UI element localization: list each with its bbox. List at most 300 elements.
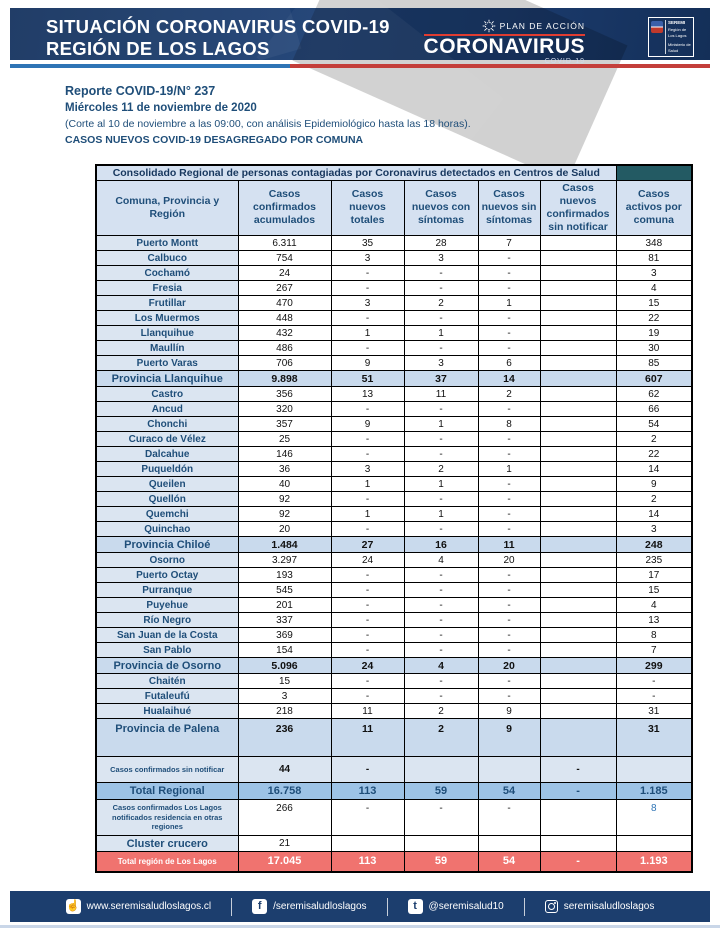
cell: 193 — [238, 568, 331, 583]
cell: 36 — [238, 462, 331, 477]
cell: 24 — [331, 553, 404, 568]
cell — [540, 417, 616, 432]
row-label: Purranque — [96, 583, 238, 598]
column-header-nuevos-totales: Casos nuevos totales — [331, 180, 404, 236]
table-row — [96, 477, 692, 492]
cell: 11 — [331, 704, 404, 719]
row-label: Ancud — [96, 402, 238, 417]
cell: 337 — [238, 613, 331, 628]
row-label: Dalcahue — [96, 447, 238, 462]
cell — [540, 462, 616, 477]
cell: 348 — [616, 236, 692, 251]
cell: 85 — [616, 356, 692, 371]
cell: 3 — [331, 462, 404, 477]
cell: - — [478, 598, 540, 613]
cell: 9 — [478, 719, 540, 757]
cell: 13 — [616, 613, 692, 628]
cell: - — [478, 613, 540, 628]
cell: 30 — [616, 341, 692, 356]
cell: 9 — [331, 356, 404, 371]
row-label: Queilen — [96, 477, 238, 492]
cell: 356 — [238, 387, 331, 402]
cell: 448 — [238, 311, 331, 326]
cell — [478, 757, 540, 783]
cell: - — [331, 689, 404, 704]
footer-instagram-label: seremisaludloslagos — [563, 901, 655, 912]
cell: - — [331, 613, 404, 628]
cell: - — [404, 613, 478, 628]
cell: 1.484 — [238, 537, 331, 553]
cell: 54 — [478, 783, 540, 800]
cell: 4 — [404, 553, 478, 568]
row-label: Provincia de Palena — [96, 719, 238, 757]
footer-link-website[interactable] — [46, 898, 232, 916]
cell: 7 — [616, 643, 692, 658]
seal-line3: Ministerio de Salud — [668, 42, 691, 53]
cell: 3 — [238, 689, 331, 704]
cell: 267 — [238, 281, 331, 296]
table-row — [96, 266, 692, 281]
cell: - — [404, 266, 478, 281]
table-row — [96, 800, 692, 836]
report-subtitle: CASOS NUEVOS COVID-19 DESAGREGADO POR COMUNA — [65, 134, 364, 146]
cell: 2 — [404, 296, 478, 311]
column-header-confirmados: Casos confirmados acumulados — [238, 180, 331, 236]
row-label: San Pablo — [96, 643, 238, 658]
cell: 4 — [616, 598, 692, 613]
footer-twitter-label: @seremisalud10 — [428, 901, 504, 912]
cell: - — [331, 643, 404, 658]
row-label: Río Negro — [96, 613, 238, 628]
cell: 15 — [616, 296, 692, 311]
cell: 2 — [404, 704, 478, 719]
row-label: Provincia Llanquihue — [96, 371, 238, 387]
cell: 44 — [238, 757, 331, 783]
cell: - — [404, 492, 478, 507]
cell — [540, 643, 616, 658]
row-label: Casos confirmados Los Lagos notificados residencia en otras regiones — [96, 800, 238, 836]
cell: 2 — [404, 462, 478, 477]
row-label: Maullín — [96, 341, 238, 356]
table-row — [96, 492, 692, 507]
cell: 1 — [478, 296, 540, 311]
cell: - — [331, 432, 404, 447]
cell: - — [478, 568, 540, 583]
cell: 11 — [404, 387, 478, 402]
row-label: Fresia — [96, 281, 238, 296]
row-label: Puyehue — [96, 598, 238, 613]
cell: 59 — [404, 852, 478, 872]
cell — [540, 537, 616, 553]
table-row — [96, 689, 692, 704]
table-row — [96, 341, 692, 356]
column-header-sin-notificar: Casos nuevos confirmados sin notificar — [540, 180, 616, 236]
table-corner-cell — [616, 165, 692, 180]
cell: 146 — [238, 447, 331, 462]
cell — [540, 658, 616, 674]
cell: - — [478, 583, 540, 598]
cell — [540, 251, 616, 266]
cell: 31 — [616, 719, 692, 757]
cell: 16.758 — [238, 783, 331, 800]
cell: - — [478, 341, 540, 356]
cell: 14 — [616, 507, 692, 522]
cell: - — [404, 689, 478, 704]
cell: 1.185 — [616, 783, 692, 800]
cell — [616, 757, 692, 783]
table-row — [96, 613, 692, 628]
cell — [540, 447, 616, 462]
cell: - — [331, 492, 404, 507]
cell: 154 — [238, 643, 331, 658]
cell: - — [478, 674, 540, 689]
cell: - — [478, 266, 540, 281]
cell: 21 — [238, 836, 331, 852]
cell: 266 — [238, 800, 331, 836]
cell — [540, 583, 616, 598]
cell — [540, 432, 616, 447]
banner-title-line2: REGIÓN DE LOS LAGOS — [46, 38, 270, 59]
virus-icon — [482, 19, 496, 33]
cell — [616, 836, 692, 852]
cell: 9 — [616, 477, 692, 492]
cell: 27 — [331, 537, 404, 553]
banner-title — [46, 16, 390, 60]
cell: 2 — [478, 387, 540, 402]
cell — [540, 387, 616, 402]
cell — [540, 341, 616, 356]
cell: - — [478, 311, 540, 326]
row-label: Osorno — [96, 553, 238, 568]
cell: 92 — [238, 507, 331, 522]
cell: - — [478, 689, 540, 704]
column-header-sin-sintomas: Casos nuevos sin síntomas — [478, 180, 540, 236]
column-header-activos: Casos activos por comuna — [616, 180, 692, 236]
cell: 8 — [478, 417, 540, 432]
cell: 5.096 — [238, 658, 331, 674]
cell: - — [540, 783, 616, 800]
cell: 3.297 — [238, 553, 331, 568]
cell: - — [616, 689, 692, 704]
cell: - — [478, 477, 540, 492]
cell: - — [331, 311, 404, 326]
cell: - — [478, 251, 540, 266]
cell: 218 — [238, 704, 331, 719]
cell — [540, 492, 616, 507]
table-row — [96, 417, 692, 432]
row-label: Llanquihue — [96, 326, 238, 341]
table-row — [96, 326, 692, 341]
table-row — [96, 836, 692, 852]
row-label: Hualaihué — [96, 704, 238, 719]
cell — [540, 800, 616, 836]
row-label: Puerto Varas — [96, 356, 238, 371]
cell: - — [404, 402, 478, 417]
cell — [540, 689, 616, 704]
cell: - — [331, 598, 404, 613]
cell: 320 — [238, 402, 331, 417]
cell: 201 — [238, 598, 331, 613]
cell: - — [478, 281, 540, 296]
cell: 432 — [238, 326, 331, 341]
cell: 25 — [238, 432, 331, 447]
cell: - — [331, 800, 404, 836]
cell: 369 — [238, 628, 331, 643]
cell: 113 — [331, 783, 404, 800]
cell: 35 — [331, 236, 404, 251]
table-row — [96, 387, 692, 402]
instagram-icon — [545, 900, 558, 913]
cell — [540, 836, 616, 852]
cell: - — [404, 628, 478, 643]
cell: 1 — [404, 507, 478, 522]
cell: 706 — [238, 356, 331, 371]
cell: - — [404, 447, 478, 462]
banner-title-line1: SITUACIÓN CORONAVIRUS COVID-19 — [46, 16, 390, 37]
row-label: Curaco de Vélez — [96, 432, 238, 447]
cell: 20 — [478, 658, 540, 674]
cell: 2 — [404, 719, 478, 757]
cell: - — [404, 643, 478, 658]
row-label: Puerto Octay — [96, 568, 238, 583]
cell: 4 — [404, 658, 478, 674]
seal-line2: Región de Los Lagos — [668, 26, 687, 38]
cell — [540, 628, 616, 643]
table-row — [96, 757, 692, 783]
cell: - — [404, 800, 478, 836]
row-label: Total Regional — [96, 783, 238, 800]
cell: 14 — [478, 371, 540, 387]
header-banner — [10, 8, 710, 66]
table-row — [96, 371, 692, 387]
cell: 24 — [238, 266, 331, 281]
cell — [540, 266, 616, 281]
cell: - — [478, 522, 540, 537]
table-row — [96, 598, 692, 613]
cell: - — [404, 568, 478, 583]
cell: 7 — [478, 236, 540, 251]
cell: 13 — [331, 387, 404, 402]
cell: 1 — [404, 417, 478, 432]
cell — [540, 704, 616, 719]
cell: - — [331, 757, 404, 783]
cell: 470 — [238, 296, 331, 311]
cell: - — [404, 281, 478, 296]
footer-bar — [10, 891, 710, 922]
cell: 545 — [238, 583, 331, 598]
row-label: Chaitén — [96, 674, 238, 689]
cell: 1 — [478, 462, 540, 477]
cell: - — [404, 311, 478, 326]
cell: 4 — [616, 281, 692, 296]
row-label: Chonchi — [96, 417, 238, 432]
cell: 2 — [616, 492, 692, 507]
cell: - — [331, 628, 404, 643]
footer-facebook-label: /seremisaludloslagos — [273, 901, 367, 912]
cell: 14 — [616, 462, 692, 477]
cell: 1 — [331, 507, 404, 522]
cell: 113 — [331, 852, 404, 872]
table-row — [96, 356, 692, 371]
cell: 15 — [238, 674, 331, 689]
table-body — [96, 236, 692, 872]
cell: 59 — [404, 783, 478, 800]
report-heading-block — [65, 84, 471, 146]
cell — [540, 311, 616, 326]
cell — [540, 568, 616, 583]
cell: 9.898 — [238, 371, 331, 387]
cell: 1 — [331, 477, 404, 492]
cell: - — [616, 674, 692, 689]
cell: - — [331, 281, 404, 296]
cell: 235 — [616, 553, 692, 568]
cell — [404, 757, 478, 783]
two-tone-divider — [10, 64, 710, 68]
table-row — [96, 311, 692, 326]
cell: 15 — [616, 583, 692, 598]
table-row — [96, 704, 692, 719]
cell: - — [478, 447, 540, 462]
table-row — [96, 643, 692, 658]
cell — [404, 836, 478, 852]
seal-line1: SEREMI — [668, 20, 686, 25]
cell: - — [331, 674, 404, 689]
column-header-comuna: Comuna, Provincia y Región — [96, 180, 238, 236]
cell: 9 — [478, 704, 540, 719]
cell: 17.045 — [238, 852, 331, 872]
cell: - — [478, 628, 540, 643]
cell: - — [404, 341, 478, 356]
cell: - — [404, 522, 478, 537]
cell — [540, 522, 616, 537]
table-row — [96, 432, 692, 447]
row-label: Frutillar — [96, 296, 238, 311]
plan-de-accion-label: PLAN DE ACCIÓN — [499, 21, 585, 31]
cell — [540, 236, 616, 251]
cell: - — [478, 402, 540, 417]
report-date: Miércoles 11 de noviembre de 2020 — [65, 102, 257, 114]
cell: - — [331, 568, 404, 583]
table-row — [96, 783, 692, 800]
cell: 19 — [616, 326, 692, 341]
coronavirus-plan-logo — [424, 19, 585, 65]
cell — [540, 553, 616, 568]
row-label: Quellón — [96, 492, 238, 507]
cell: 236 — [238, 719, 331, 757]
cell: 9 — [331, 417, 404, 432]
cell: 51 — [331, 371, 404, 387]
cell: - — [478, 800, 540, 836]
table-header-row — [96, 180, 692, 236]
cell: 248 — [616, 537, 692, 553]
facebook-icon: f — [252, 899, 267, 914]
row-label: Quemchi — [96, 507, 238, 522]
table-row — [96, 462, 692, 477]
cell: - — [331, 266, 404, 281]
cell: 1 — [404, 326, 478, 341]
cell: 2 — [616, 432, 692, 447]
covid-table — [95, 164, 693, 873]
cell: - — [331, 402, 404, 417]
footer-link-twitter[interactable] — [387, 898, 524, 916]
cell: 81 — [616, 251, 692, 266]
row-label: Puerto Montt — [96, 236, 238, 251]
row-label: Provincia de Osorno — [96, 658, 238, 674]
footer-website-label: www.seremisaludloslagos.cl — [86, 901, 212, 912]
table-row — [96, 251, 692, 266]
cell: 16 — [404, 537, 478, 553]
table-caption: Consolidado Regional de personas contagiadas por Coronavirus detectados en Centros de Salud — [96, 165, 616, 180]
cell: 40 — [238, 477, 331, 492]
cell — [478, 836, 540, 852]
cell — [540, 674, 616, 689]
cell: - — [331, 341, 404, 356]
table-caption-row — [96, 165, 692, 180]
cell: 22 — [616, 311, 692, 326]
cell — [540, 507, 616, 522]
table-row — [96, 658, 692, 674]
cell: 3 — [331, 296, 404, 311]
table-row — [96, 583, 692, 598]
table-row — [96, 281, 692, 296]
cell: - — [478, 643, 540, 658]
cell: 3 — [404, 356, 478, 371]
cell: - — [540, 757, 616, 783]
report-cutoff-note: (Corte al 10 de noviembre a las 09:00, con análisis Epidemiológico hasta las 18 horas). — [65, 118, 471, 130]
cell: - — [540, 852, 616, 872]
cell: 3 — [616, 266, 692, 281]
row-label: Quinchao — [96, 522, 238, 537]
cell: 1 — [404, 477, 478, 492]
cell: 54 — [616, 417, 692, 432]
cell: 3 — [331, 251, 404, 266]
chile-crest-icon — [651, 21, 663, 33]
cell: 299 — [616, 658, 692, 674]
table-row — [96, 296, 692, 311]
row-label: Total región de Los Lagos — [96, 852, 238, 872]
cell — [540, 371, 616, 387]
cell: - — [404, 598, 478, 613]
cell: 357 — [238, 417, 331, 432]
cell: 54 — [478, 852, 540, 872]
cell: 1 — [331, 326, 404, 341]
footer-link-instagram[interactable] — [524, 898, 675, 916]
table-row — [96, 537, 692, 553]
twitter-icon: t — [408, 899, 423, 914]
government-seal — [648, 17, 694, 57]
covid19-sublabel: COVID-19 — [544, 58, 585, 66]
cell: 3 — [616, 522, 692, 537]
coronavirus-wordmark: CORONAVIRUS — [423, 35, 585, 58]
cell: 66 — [616, 402, 692, 417]
cell: 20 — [238, 522, 331, 537]
row-label: Casos confirmados sin notificar — [96, 757, 238, 783]
cell — [540, 598, 616, 613]
cell — [540, 719, 616, 757]
column-header-con-sintomas: Casos nuevos con síntomas — [404, 180, 478, 236]
cell: 1.193 — [616, 852, 692, 872]
cell: - — [478, 507, 540, 522]
cell: - — [404, 674, 478, 689]
cell — [540, 296, 616, 311]
cell: - — [478, 326, 540, 341]
row-label: Los Muermos — [96, 311, 238, 326]
footer-link-facebook[interactable] — [231, 898, 386, 916]
table-row — [96, 236, 692, 251]
row-label: Puqueldón — [96, 462, 238, 477]
cell: 8 — [616, 800, 692, 836]
table-row — [96, 507, 692, 522]
